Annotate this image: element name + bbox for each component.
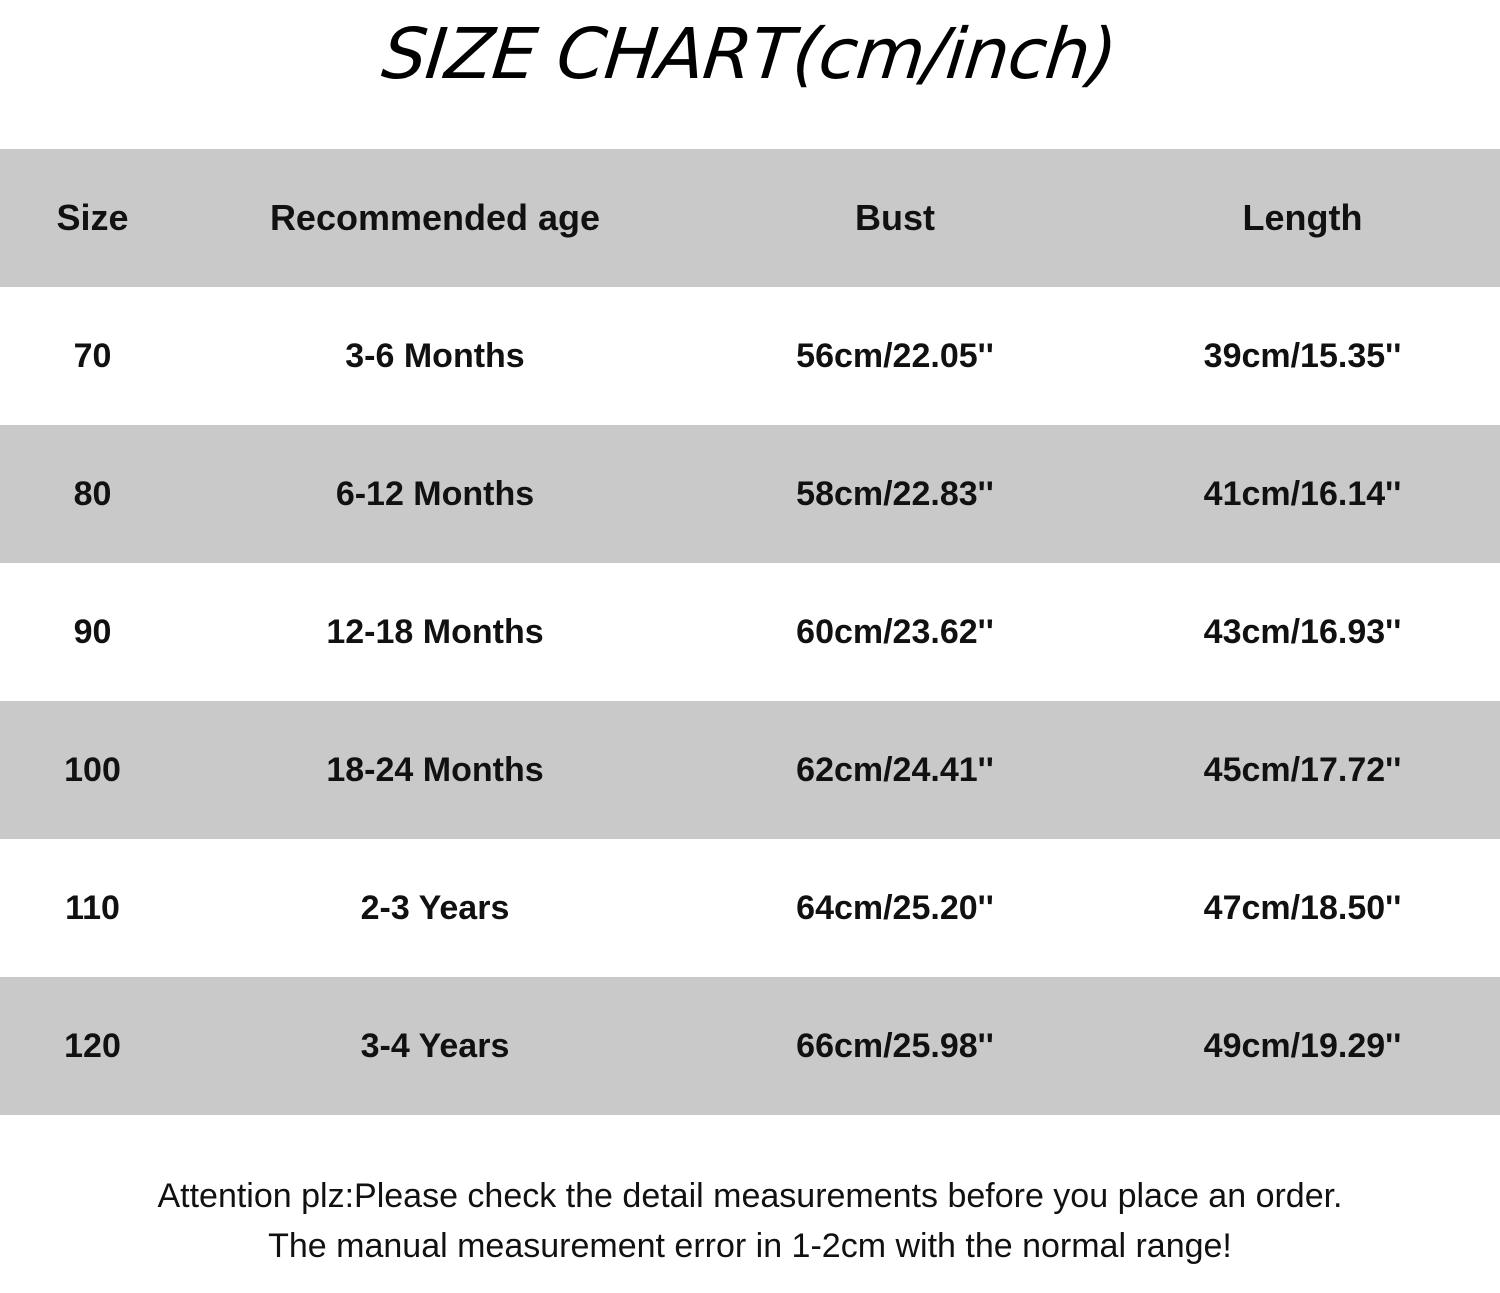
- cell-bust: 58cm/22.83'': [796, 474, 994, 513]
- table-row: [0, 425, 1500, 563]
- cell-length: 45cm/17.72'': [1203, 750, 1402, 789]
- table-header-row: [0, 149, 1500, 287]
- cell-length: 47cm/18.50'': [1203, 888, 1402, 927]
- cell-length: 39cm/15.35'': [1203, 336, 1402, 375]
- cell-bust: 60cm/23.62'': [796, 612, 994, 651]
- attention-note-line-2: The manual measurement error in 1-2cm with the normal range!: [268, 1226, 1232, 1265]
- table-row: [0, 977, 1500, 1115]
- size-chart-table: [0, 149, 1500, 1115]
- cell-bust: 66cm/25.98'': [796, 1026, 994, 1065]
- table-row: [0, 839, 1500, 977]
- cell-size: 80: [73, 474, 112, 513]
- cell-size: 110: [65, 888, 120, 927]
- column-header-bust: Bust: [855, 197, 935, 238]
- attention-note-line-1: Attention plz:Please check the detail measurements before you place an order.: [157, 1177, 1343, 1216]
- cell-size: 70: [73, 336, 112, 375]
- table-row: [0, 563, 1500, 701]
- attention-note: [0, 1172, 1500, 1271]
- cell-recommended-age: 6-12 Months: [335, 474, 535, 513]
- cell-bust: 62cm/24.41'': [796, 750, 994, 789]
- cell-length: 49cm/19.29'': [1203, 1026, 1402, 1065]
- column-header-recommended-age: Recommended age: [269, 197, 601, 238]
- table-row: [0, 701, 1500, 839]
- cell-recommended-age: 2-3 Years: [360, 888, 510, 927]
- cell-recommended-age: 18-24 Months: [326, 750, 544, 789]
- column-header-size: Size: [56, 197, 129, 238]
- cell-size: 120: [64, 1026, 121, 1065]
- cell-bust: 56cm/22.05'': [796, 336, 994, 375]
- page-title: SIZE CHART(cm/inch): [378, 13, 1120, 95]
- cell-size: 100: [64, 750, 121, 789]
- cell-recommended-age: 3-6 Months: [345, 336, 525, 375]
- cell-bust: 64cm/25.20'': [796, 888, 994, 927]
- cell-size: 90: [73, 612, 112, 651]
- column-header-length: Length: [1242, 197, 1363, 238]
- table-row: [0, 287, 1500, 425]
- cell-recommended-age: 12-18 Months: [326, 612, 544, 651]
- cell-recommended-age: 3-4 Years: [360, 1026, 510, 1065]
- cell-length: 41cm/16.14'': [1203, 474, 1402, 513]
- cell-length: 43cm/16.93'': [1203, 612, 1402, 651]
